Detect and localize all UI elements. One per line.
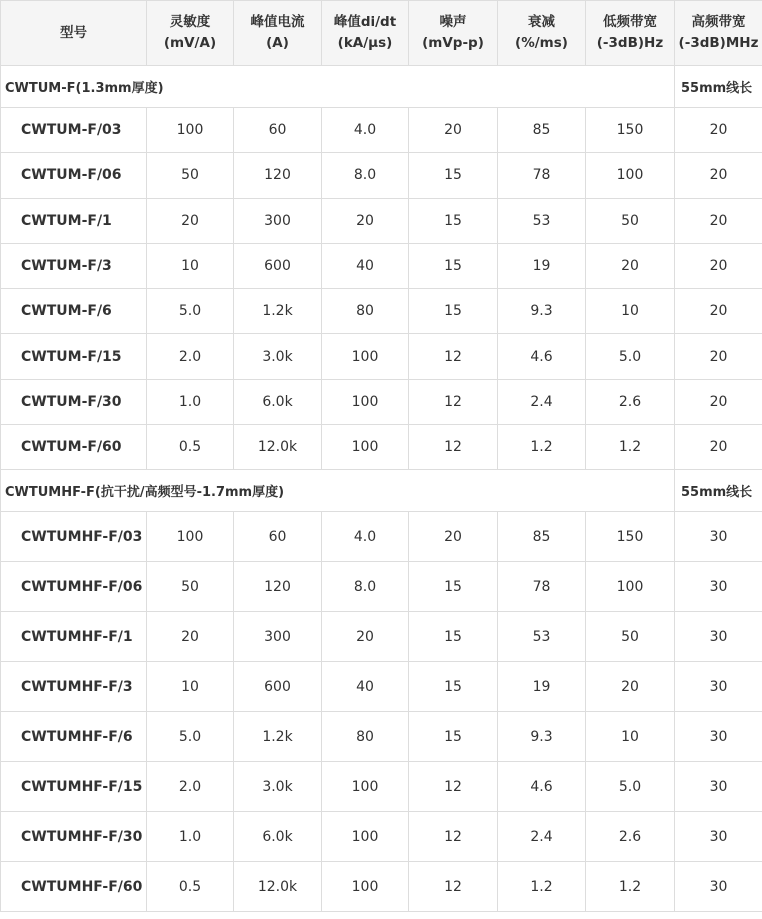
model-cell: CWTUMHF-F/30 bbox=[1, 812, 147, 862]
droop-cell: 9.3 bbox=[498, 289, 586, 334]
peak-current-cell: 3.0k bbox=[234, 334, 322, 379]
noise-cell: 15 bbox=[409, 198, 498, 243]
noise-cell: 12 bbox=[409, 812, 498, 862]
droop-cell: 85 bbox=[498, 108, 586, 153]
header-unit: (A) bbox=[266, 35, 289, 51]
table-row bbox=[1, 108, 762, 153]
header-unit: (mV/A) bbox=[163, 35, 217, 51]
model-cell: CWTUM-F/06 bbox=[1, 153, 147, 198]
lf-bandwidth-cell: 50 bbox=[586, 198, 675, 243]
peak-current-cell: 3.0k bbox=[234, 762, 322, 812]
droop-cell: 53 bbox=[498, 198, 586, 243]
noise-cell: 12 bbox=[409, 425, 498, 470]
header-label: 噪声 bbox=[439, 14, 467, 30]
header-cell-peak-didt bbox=[322, 1, 409, 66]
model-cell: CWTUM-F/60 bbox=[1, 425, 147, 470]
group-cable-length: 55mm线长 bbox=[675, 66, 762, 108]
peak-current-cell: 60 bbox=[234, 108, 322, 153]
noise-cell: 15 bbox=[409, 712, 498, 762]
table-row bbox=[1, 762, 762, 812]
model-cell: CWTUMHF-F/3 bbox=[1, 662, 147, 712]
peak-didt-cell: 80 bbox=[322, 289, 409, 334]
droop-cell: 2.4 bbox=[498, 379, 586, 424]
group-cwtum-f bbox=[1, 66, 762, 470]
peak-current-cell: 12.0k bbox=[234, 862, 322, 912]
peak-didt-cell: 4.0 bbox=[322, 108, 409, 153]
droop-cell: 85 bbox=[498, 512, 586, 562]
lf-bandwidth-cell: 2.6 bbox=[586, 812, 675, 862]
model-cell: CWTUMHF-F/06 bbox=[1, 562, 147, 612]
peak-didt-cell: 40 bbox=[322, 243, 409, 288]
sensitivity-cell: 2.0 bbox=[147, 762, 234, 812]
lf-bandwidth-cell: 10 bbox=[586, 712, 675, 762]
noise-cell: 12 bbox=[409, 379, 498, 424]
lf-bandwidth-cell: 20 bbox=[586, 662, 675, 712]
noise-cell: 12 bbox=[409, 862, 498, 912]
hf-bandwidth-cell: 30 bbox=[675, 712, 762, 762]
sensitivity-cell: 100 bbox=[147, 108, 234, 153]
sensitivity-cell: 1.0 bbox=[147, 812, 234, 862]
header-cell-model bbox=[1, 1, 147, 66]
sensitivity-cell: 50 bbox=[147, 562, 234, 612]
header-unit: (mVp-p) bbox=[422, 35, 484, 51]
header-label: 高频带宽 bbox=[691, 14, 746, 30]
sensitivity-cell: 10 bbox=[147, 662, 234, 712]
model-cell: CWTUMHF-F/1 bbox=[1, 612, 147, 662]
header-cell-noise bbox=[409, 1, 498, 66]
noise-cell: 12 bbox=[409, 762, 498, 812]
noise-cell: 15 bbox=[409, 243, 498, 288]
noise-cell: 15 bbox=[409, 562, 498, 612]
sensitivity-cell: 0.5 bbox=[147, 862, 234, 912]
sensitivity-cell: 5.0 bbox=[147, 289, 234, 334]
model-cell: CWTUMHF-F/15 bbox=[1, 762, 147, 812]
header-label: 灵敏度 bbox=[169, 14, 211, 30]
table-row bbox=[1, 425, 762, 470]
peak-didt-cell: 100 bbox=[322, 862, 409, 912]
header-unit: (-3dB)Hz bbox=[596, 35, 664, 51]
peak-current-cell: 300 bbox=[234, 612, 322, 662]
table-row bbox=[1, 198, 762, 243]
hf-bandwidth-cell: 30 bbox=[675, 662, 762, 712]
table-row bbox=[1, 153, 762, 198]
hf-bandwidth-cell: 30 bbox=[675, 812, 762, 862]
droop-cell: 1.2 bbox=[498, 425, 586, 470]
droop-cell: 9.3 bbox=[498, 712, 586, 762]
droop-cell: 19 bbox=[498, 662, 586, 712]
header-cell-droop bbox=[498, 1, 586, 66]
header-label: 衰减 bbox=[528, 14, 555, 30]
hf-bandwidth-cell: 20 bbox=[675, 379, 762, 424]
model-cell: CWTUM-F/15 bbox=[1, 334, 147, 379]
peak-current-cell: 60 bbox=[234, 512, 322, 562]
table-row bbox=[1, 289, 762, 334]
table-row bbox=[1, 662, 762, 712]
sensitivity-cell: 20 bbox=[147, 198, 234, 243]
peak-current-cell: 12.0k bbox=[234, 425, 322, 470]
header-cell-peak-current bbox=[234, 1, 322, 66]
peak-didt-cell: 20 bbox=[322, 198, 409, 243]
noise-cell: 12 bbox=[409, 334, 498, 379]
hf-bandwidth-cell: 30 bbox=[675, 512, 762, 562]
table-row bbox=[1, 334, 762, 379]
droop-cell: 53 bbox=[498, 612, 586, 662]
hf-bandwidth-cell: 30 bbox=[675, 562, 762, 612]
peak-current-cell: 600 bbox=[234, 662, 322, 712]
hf-bandwidth-cell: 20 bbox=[675, 198, 762, 243]
model-cell: CWTUMHF-F/60 bbox=[1, 862, 147, 912]
table-row bbox=[1, 243, 762, 288]
peak-current-cell: 120 bbox=[234, 153, 322, 198]
table-row bbox=[1, 812, 762, 862]
hf-bandwidth-cell: 20 bbox=[675, 153, 762, 198]
table-row bbox=[1, 612, 762, 662]
header-label: 峰值di/dt bbox=[333, 14, 397, 30]
table-row bbox=[1, 379, 762, 424]
model-cell: CWTUM-F/3 bbox=[1, 243, 147, 288]
lf-bandwidth-cell: 150 bbox=[586, 512, 675, 562]
header-unit: (%/ms) bbox=[515, 35, 568, 51]
noise-cell: 20 bbox=[409, 108, 498, 153]
hf-bandwidth-cell: 20 bbox=[675, 243, 762, 288]
noise-cell: 15 bbox=[409, 612, 498, 662]
droop-cell: 2.4 bbox=[498, 812, 586, 862]
model-cell: CWTUMHF-F/03 bbox=[1, 512, 147, 562]
lf-bandwidth-cell: 1.2 bbox=[586, 425, 675, 470]
droop-cell: 4.6 bbox=[498, 334, 586, 379]
lf-bandwidth-cell: 5.0 bbox=[586, 334, 675, 379]
peak-didt-cell: 100 bbox=[322, 425, 409, 470]
group-header-row bbox=[1, 470, 762, 512]
peak-didt-cell: 40 bbox=[322, 662, 409, 712]
lf-bandwidth-cell: 50 bbox=[586, 612, 675, 662]
peak-current-cell: 600 bbox=[234, 243, 322, 288]
hf-bandwidth-cell: 20 bbox=[675, 425, 762, 470]
hf-bandwidth-cell: 30 bbox=[675, 762, 762, 812]
peak-current-cell: 1.2k bbox=[234, 712, 322, 762]
peak-didt-cell: 100 bbox=[322, 812, 409, 862]
model-cell: CWTUM-F/30 bbox=[1, 379, 147, 424]
lf-bandwidth-cell: 100 bbox=[586, 562, 675, 612]
droop-cell: 19 bbox=[498, 243, 586, 288]
droop-cell: 4.6 bbox=[498, 762, 586, 812]
droop-cell: 78 bbox=[498, 562, 586, 612]
peak-didt-cell: 8.0 bbox=[322, 562, 409, 612]
table-row bbox=[1, 712, 762, 762]
table-row bbox=[1, 512, 762, 562]
table-header bbox=[1, 1, 762, 66]
peak-didt-cell: 80 bbox=[322, 712, 409, 762]
group-title: CWTUM-F(1.3mm厚度) bbox=[1, 66, 675, 108]
sensitivity-cell: 0.5 bbox=[147, 425, 234, 470]
header-unit: (kA/μs) bbox=[337, 35, 393, 51]
header-cell-sensitivity bbox=[147, 1, 234, 66]
droop-cell: 1.2 bbox=[498, 862, 586, 912]
droop-cell: 78 bbox=[498, 153, 586, 198]
lf-bandwidth-cell: 5.0 bbox=[586, 762, 675, 812]
sensitivity-cell: 10 bbox=[147, 243, 234, 288]
lf-bandwidth-cell: 20 bbox=[586, 243, 675, 288]
noise-cell: 20 bbox=[409, 512, 498, 562]
hf-bandwidth-cell: 20 bbox=[675, 108, 762, 153]
peak-didt-cell: 100 bbox=[322, 379, 409, 424]
noise-cell: 15 bbox=[409, 662, 498, 712]
peak-didt-cell: 100 bbox=[322, 334, 409, 379]
peak-current-cell: 6.0k bbox=[234, 379, 322, 424]
peak-current-cell: 120 bbox=[234, 562, 322, 612]
model-cell: CWTUMHF-F/6 bbox=[1, 712, 147, 762]
lf-bandwidth-cell: 2.6 bbox=[586, 379, 675, 424]
table-row bbox=[1, 862, 762, 912]
hf-bandwidth-cell: 30 bbox=[675, 612, 762, 662]
sensitivity-cell: 20 bbox=[147, 612, 234, 662]
sensitivity-cell: 2.0 bbox=[147, 334, 234, 379]
peak-current-cell: 6.0k bbox=[234, 812, 322, 862]
peak-didt-cell: 8.0 bbox=[322, 153, 409, 198]
hf-bandwidth-cell: 30 bbox=[675, 862, 762, 912]
group-cwtumhf-f bbox=[1, 470, 762, 912]
header-label: 型号 bbox=[60, 24, 87, 41]
peak-current-cell: 300 bbox=[234, 198, 322, 243]
sensitivity-cell: 50 bbox=[147, 153, 234, 198]
sensitivity-cell: 100 bbox=[147, 512, 234, 562]
lf-bandwidth-cell: 100 bbox=[586, 153, 675, 198]
lf-bandwidth-cell: 150 bbox=[586, 108, 675, 153]
lf-bandwidth-cell: 10 bbox=[586, 289, 675, 334]
hf-bandwidth-cell: 20 bbox=[675, 334, 762, 379]
lf-bandwidth-cell: 1.2 bbox=[586, 862, 675, 912]
peak-didt-cell: 100 bbox=[322, 762, 409, 812]
noise-cell: 15 bbox=[409, 153, 498, 198]
group-title: CWTUMHF-F(抗干扰/高频型号-1.7mm厚度) bbox=[1, 470, 675, 512]
sensitivity-cell: 1.0 bbox=[147, 379, 234, 424]
header-cell-hf-bandwidth bbox=[675, 1, 762, 66]
header-label: 峰值电流 bbox=[250, 14, 305, 30]
peak-didt-cell: 20 bbox=[322, 612, 409, 662]
header-cell-lf-bandwidth bbox=[586, 1, 675, 66]
table-row bbox=[1, 562, 762, 612]
sensitivity-cell: 5.0 bbox=[147, 712, 234, 762]
noise-cell: 15 bbox=[409, 289, 498, 334]
group-header-row bbox=[1, 66, 762, 108]
peak-didt-cell: 4.0 bbox=[322, 512, 409, 562]
model-cell: CWTUM-F/6 bbox=[1, 289, 147, 334]
hf-bandwidth-cell: 20 bbox=[675, 289, 762, 334]
group-cable-length: 55mm线长 bbox=[675, 470, 762, 512]
header-unit: (-3dB)MHz bbox=[678, 35, 759, 51]
model-cell: CWTUM-F/03 bbox=[1, 108, 147, 153]
peak-current-cell: 1.2k bbox=[234, 289, 322, 334]
header-label: 低频带宽 bbox=[603, 14, 657, 30]
model-cell: CWTUM-F/1 bbox=[1, 198, 147, 243]
